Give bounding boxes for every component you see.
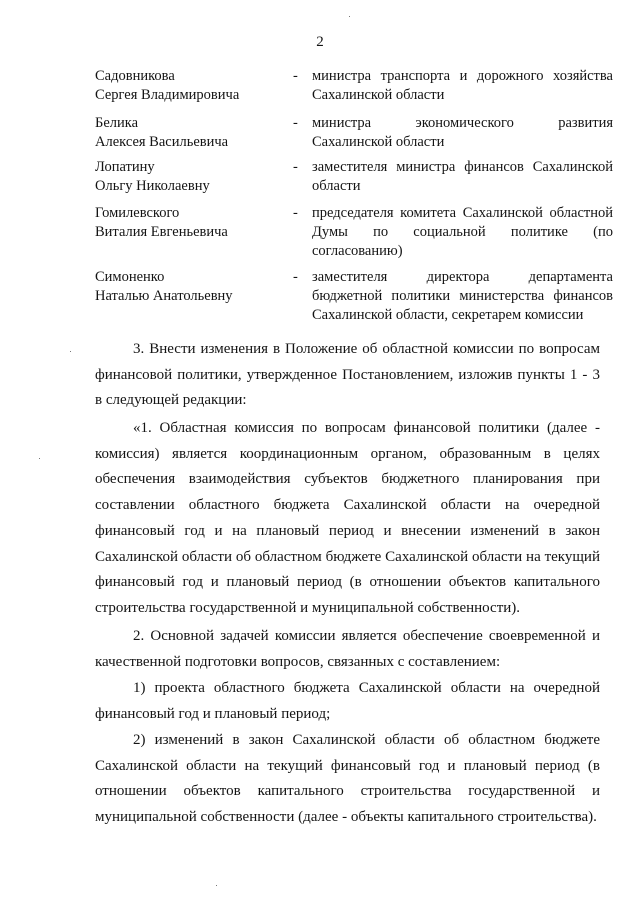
member-name: [95, 67, 285, 105]
scan-speck: [39, 458, 40, 459]
member-role: председателя комитета Сахалинской областной Думы по социальной политике (по согласованию): [312, 205, 613, 259]
member-surname: Лопатину: [95, 159, 155, 175]
member-name: [95, 158, 285, 196]
member-dash: -: [293, 205, 298, 221]
page-number: 2: [316, 34, 324, 50]
member-given-names: Виталия Евгеньевича: [95, 224, 228, 240]
member-name: [95, 114, 285, 152]
scan-speck: [70, 351, 71, 352]
member-role: министра экономического развития Сахалинской области: [312, 115, 613, 150]
member-name: [95, 204, 285, 242]
member-name: [95, 268, 285, 306]
paragraph-clause-1: «1. Областная комиссия по вопросам финансовой политики (далее - комиссия) является координационным органом, образованным в целях обеспечения взаимодействия субъектов бюджетного планирования при составлении областного бюджета Сахалинской области на очередной финансовый год и на плановый период и внесении изменений в закон Сахалинской области об областном бюджете Сахалинской области на текущий финансовый год и плановый период (в отношении объектов капитального строительства государственной и муниципальной собственности).: [95, 420, 600, 616]
member-given-names: Сергея Владимировича: [95, 87, 240, 103]
member-dash: -: [293, 115, 298, 131]
member-surname: Садовникова: [95, 68, 175, 84]
member-dash: -: [293, 269, 298, 285]
member-role: заместителя министра финансов Сахалинской области: [312, 159, 613, 194]
member-given-names: Ольгу Николаевну: [95, 178, 210, 194]
member-surname: Гомилевского: [95, 205, 180, 221]
paragraph-item-3: 3. Внести изменения в Положение об областной комиссии по вопросам финансовой политики, утвержденное Постановлением, изложив пункты 1 - 3 в следующей редакции:: [95, 341, 600, 409]
member-dash: -: [293, 159, 298, 175]
member-role: заместителя директора департамента бюджетной политики министерства финансов Сахалинской области, секретарем комиссии: [312, 269, 613, 323]
member-given-names: Алексея Васильевича: [95, 134, 229, 150]
paragraph-clause-2: 2. Основной задачей комиссии является обеспечение своевременной и качественной подготовки вопросов, связанных с составлением:: [95, 628, 600, 670]
paragraph-subclause-1: 1) проекта областного бюджета Сахалинской области на очередной финансовый год и плановый период;: [95, 680, 600, 722]
paragraph-subclause-2: 2) изменений в закон Сахалинской области об областном бюджете Сахалинской области на текущий финансовый год и плановый период (в отношении объектов капитального строительства государственной и муниципальной собственности (далее - объекты капитального строительства).: [95, 732, 600, 826]
member-role: министра транспорта и дорожного хозяйства Сахалинской области: [312, 68, 613, 103]
scan-speck: [216, 885, 217, 886]
scan-speck: [349, 16, 350, 17]
member-given-names: Наталью Анатольевну: [95, 288, 233, 304]
member-surname: Белика: [95, 115, 139, 131]
member-dash: -: [293, 68, 298, 84]
member-surname: Симоненко: [95, 269, 165, 285]
